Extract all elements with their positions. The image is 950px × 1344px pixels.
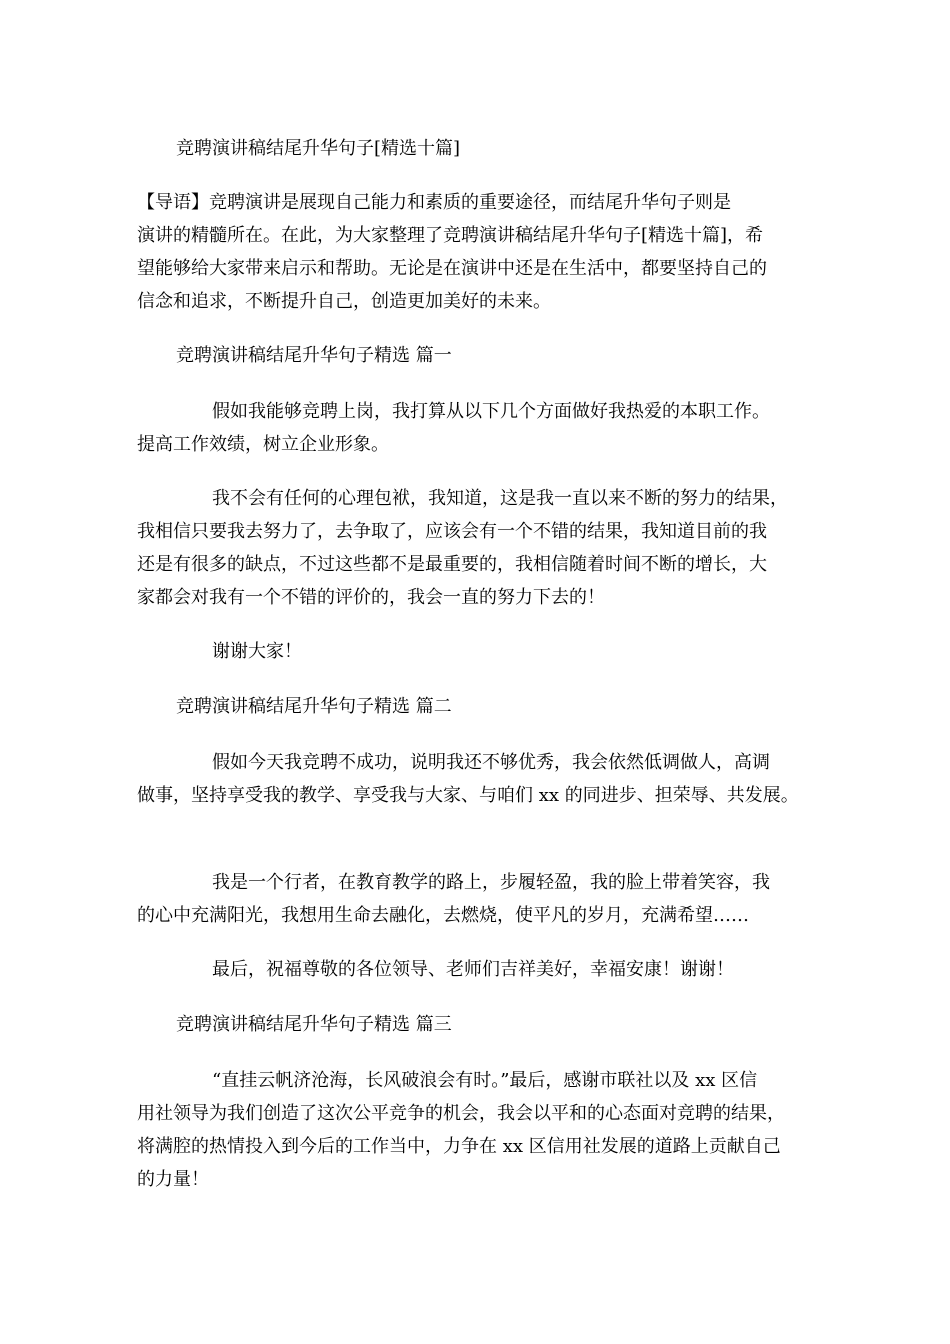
intro-line: 信念和追求，不断提升自己，创造更加美好的未来。 <box>137 291 551 312</box>
document-title: 竞聘演讲稿结尾升华句子[精选十篇] <box>176 138 461 159</box>
paragraph-line: 用社领导为我们创造了这次公平竞争的机会，我会以平和的心态面对竞聘的结果， <box>137 1103 785 1124</box>
paragraph-line: 的力量！ <box>137 1169 209 1190</box>
paragraph-line: “直挂云帆济沧海，长风破浪会有时。”最后，感谢市联社以及 xx 区信 <box>212 1070 758 1091</box>
intro-line: 望能够给大家带来启示和帮助。无论是在演讲中还是在生活中，都要坚持自己的 <box>137 258 767 279</box>
paragraph-line: 假如我能够竞聘上岗，我打算从以下几个方面做好我热爱的本职工作。 <box>212 401 770 422</box>
paragraph-line: 我不会有任何的心理包袱，我知道，这是我一直以来不断的努力的结果， <box>212 488 788 509</box>
paragraph-line: 还是有很多的缺点，不过这些都不是最重要的，我相信随着时间不断的增长，大 <box>137 554 767 575</box>
paragraph-line: 将满腔的热情投入到今后的工作当中，力争在 xx 区信用社发展的道路上贡献自己 <box>137 1136 781 1157</box>
paragraph-line: 提高工作效绩，树立企业形象。 <box>137 434 389 455</box>
paragraph-line: 做事，坚持享受我的教学、享受我与大家、与咱们 xx 的同进步、担荣辱、共发展。 <box>137 785 799 806</box>
section-heading-2: 竞聘演讲稿结尾升华句子精选 篇二 <box>176 696 452 717</box>
paragraph-line: 我相信只要我去努力了，去争取了，应该会有一个不错的结果，我知道目前的我 <box>137 521 767 542</box>
section-heading-1: 竞聘演讲稿结尾升华句子精选 篇一 <box>176 345 452 366</box>
paragraph-line: 假如今天我竞聘不成功，说明我还不够优秀，我会依然低调做人，高调 <box>212 752 770 773</box>
intro-line: 演讲的精髓所在。在此，为大家整理了竞聘演讲稿结尾升华句子[精选十篇]，希 <box>137 225 764 246</box>
section-heading-3: 竞聘演讲稿结尾升华句子精选 篇三 <box>176 1014 452 1035</box>
paragraph-line: 我是一个行者，在教育教学的路上，步履轻盈，我的脸上带着笑容，我 <box>212 872 770 893</box>
section-1-paragraph-3: 谢谢大家！ <box>212 641 302 662</box>
paragraph-line: 家都会对我有一个不错的评价的，我会一直的努力下去的！ <box>137 587 605 608</box>
intro-line: 【导语】竞聘演讲是展现自己能力和素质的重要途径，而结尾升华句子则是 <box>137 192 731 213</box>
section-2-paragraph-3: 最后，祝福尊敬的各位领导、老师们吉祥美好，幸福安康！谢谢！ <box>212 959 734 980</box>
paragraph-line: 的心中充满阳光，我想用生命去融化，去燃烧，使平凡的岁月，充满希望…… <box>137 905 749 926</box>
